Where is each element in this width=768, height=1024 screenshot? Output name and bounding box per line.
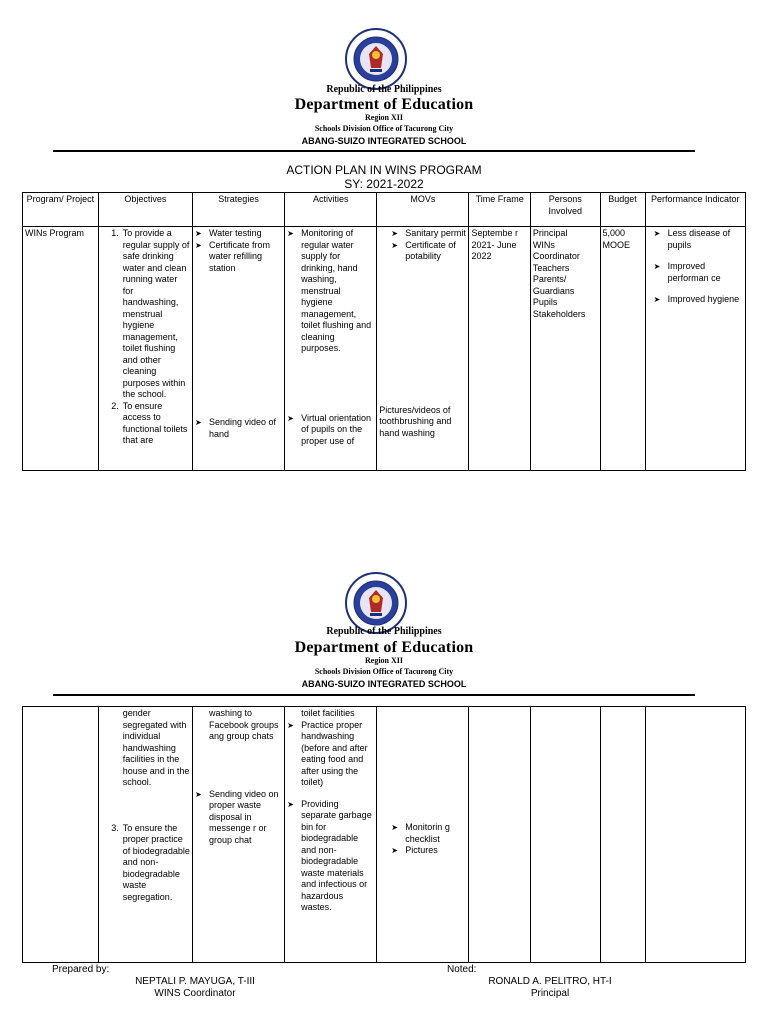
department-title: Department of Education: [294, 96, 474, 113]
school-name: ABANG-SUIZO INTEGRATED SCHOOL: [301, 136, 467, 146]
objective-item: gender segregated with individual handwashing facilities in the house and in the school.: [122, 708, 190, 787]
prepared-by-name: NEPTALI P. MAYUGA, T-III: [135, 976, 255, 987]
activity-item: ➤ Monitoring of regular water supply for drinking, hand washing, menstrual hygiene management, toilet flushing and cleaning purposes.: [287, 228, 372, 353]
mov-item: ➤ Certificate of potability: [391, 239, 456, 261]
deped-seal-icon: [345, 572, 407, 634]
mov-item: ➤ Pictures: [391, 845, 438, 855]
activity-item: ➤ Practice proper handwashing (before and after eating food and after using the toilet): [287, 719, 368, 787]
performance-item: ➤ Improved performan ce: [653, 261, 721, 283]
action-plan-table-continued: [22, 706, 746, 963]
col-header: Budget: [600, 193, 645, 227]
mov-item: Pictures/videos of toothbrushing and hand washing: [379, 404, 452, 438]
noted-label: Noted:: [447, 964, 477, 975]
col-header: Strategies: [192, 193, 284, 227]
col-header: Objectives: [98, 193, 192, 227]
department-title: Department of Education: [294, 639, 474, 656]
col-header: MOVs: [377, 193, 469, 227]
persons-cell: Principal WINs Coordinator Teachers Parents/ Guardians Pupils Stakeholders: [530, 227, 600, 471]
objectives-cell: [98, 707, 192, 963]
republic-text: Republic of the Philippines: [326, 84, 442, 95]
division-text: Schools Division Office of Tacurong City: [314, 667, 454, 676]
document-title: ACTION PLAN IN WINS PROGRAM: [286, 163, 482, 177]
strategy-item: ➤ Certificate from water refilling station: [194, 239, 270, 273]
noted-by-name: RONALD A. PELITRO, HT-I: [488, 976, 612, 987]
region-text: Region XII: [364, 656, 403, 665]
objective-item: 1. To provide a regular supply of safe drinking water and clean running water for handwashing, menstrual hygiene management, toilet flushing and other cleaning purposes within the school.: [111, 228, 190, 399]
budget-cell: 5,000 MOOE: [600, 227, 645, 471]
time-frame-cell: Septembe r 2021- June 2022: [469, 227, 530, 471]
activities-cell: [285, 707, 377, 963]
activity-item: ➤ Virtual orientation of pupils on the proper use of: [287, 412, 372, 446]
persons-cell: [530, 707, 600, 963]
budget-cell: [600, 707, 645, 963]
strategy-item: ➤ Water testing: [194, 228, 262, 238]
objective-item: 2. To ensure access to functional toilets that are: [111, 400, 188, 445]
objective-item: 3. To ensure the proper practice of biodegradable and non-biodegradable waste segregation.: [111, 822, 190, 902]
performance-item: ➤ Less disease of pupils: [653, 228, 731, 250]
strategies-cell: [192, 707, 284, 963]
performance-item: ➤ Improved hygiene: [653, 294, 740, 304]
table-row: [23, 707, 746, 963]
col-header: Persons Involved: [530, 193, 600, 227]
region-text: Region XII: [364, 113, 403, 122]
col-header: Performance Indicator: [645, 193, 745, 227]
noted-by-title: Principal: [530, 988, 570, 999]
division-text: Schools Division Office of Tacurong City: [314, 124, 454, 133]
prepared-by-label: Prepared by:: [52, 964, 110, 975]
header-divider: [53, 694, 695, 696]
col-header: Activities: [285, 193, 377, 227]
time-frame-cell: [469, 707, 530, 963]
mov-item: ➤ Monitorin g checklist: [391, 822, 450, 844]
strategy-item: ➤ Sending video of hand: [194, 417, 277, 439]
activity-item: toilet facilities: [301, 708, 355, 718]
col-header: Program/ Project: [23, 193, 99, 227]
program-cell: WINs Program: [23, 227, 99, 471]
mov-item: ➤ Sanitary permit: [391, 228, 466, 238]
activity-item: ➤ Providing separate garbage bin for biodegradable and non-biodegradable waste materials and infectious or hazardous wastes.: [287, 798, 372, 912]
republic-text: Republic of the Philippines: [326, 626, 442, 637]
program-cell: [23, 707, 99, 963]
col-header: Time Frame: [469, 193, 530, 227]
movs-cell: [377, 707, 469, 963]
performance-cell: [645, 707, 745, 963]
strategy-item: washing to Facebook groups ang group chats: [208, 708, 279, 741]
school-name: ABANG-SUIZO INTEGRATED SCHOOL: [301, 679, 467, 689]
strategy-item: ➤ Sending video on proper waste disposal in messenge r or group chat: [194, 788, 279, 845]
prepared-by-title: WINS Coordinator: [154, 988, 236, 999]
school-year: SY: 2021-2022: [344, 177, 424, 191]
